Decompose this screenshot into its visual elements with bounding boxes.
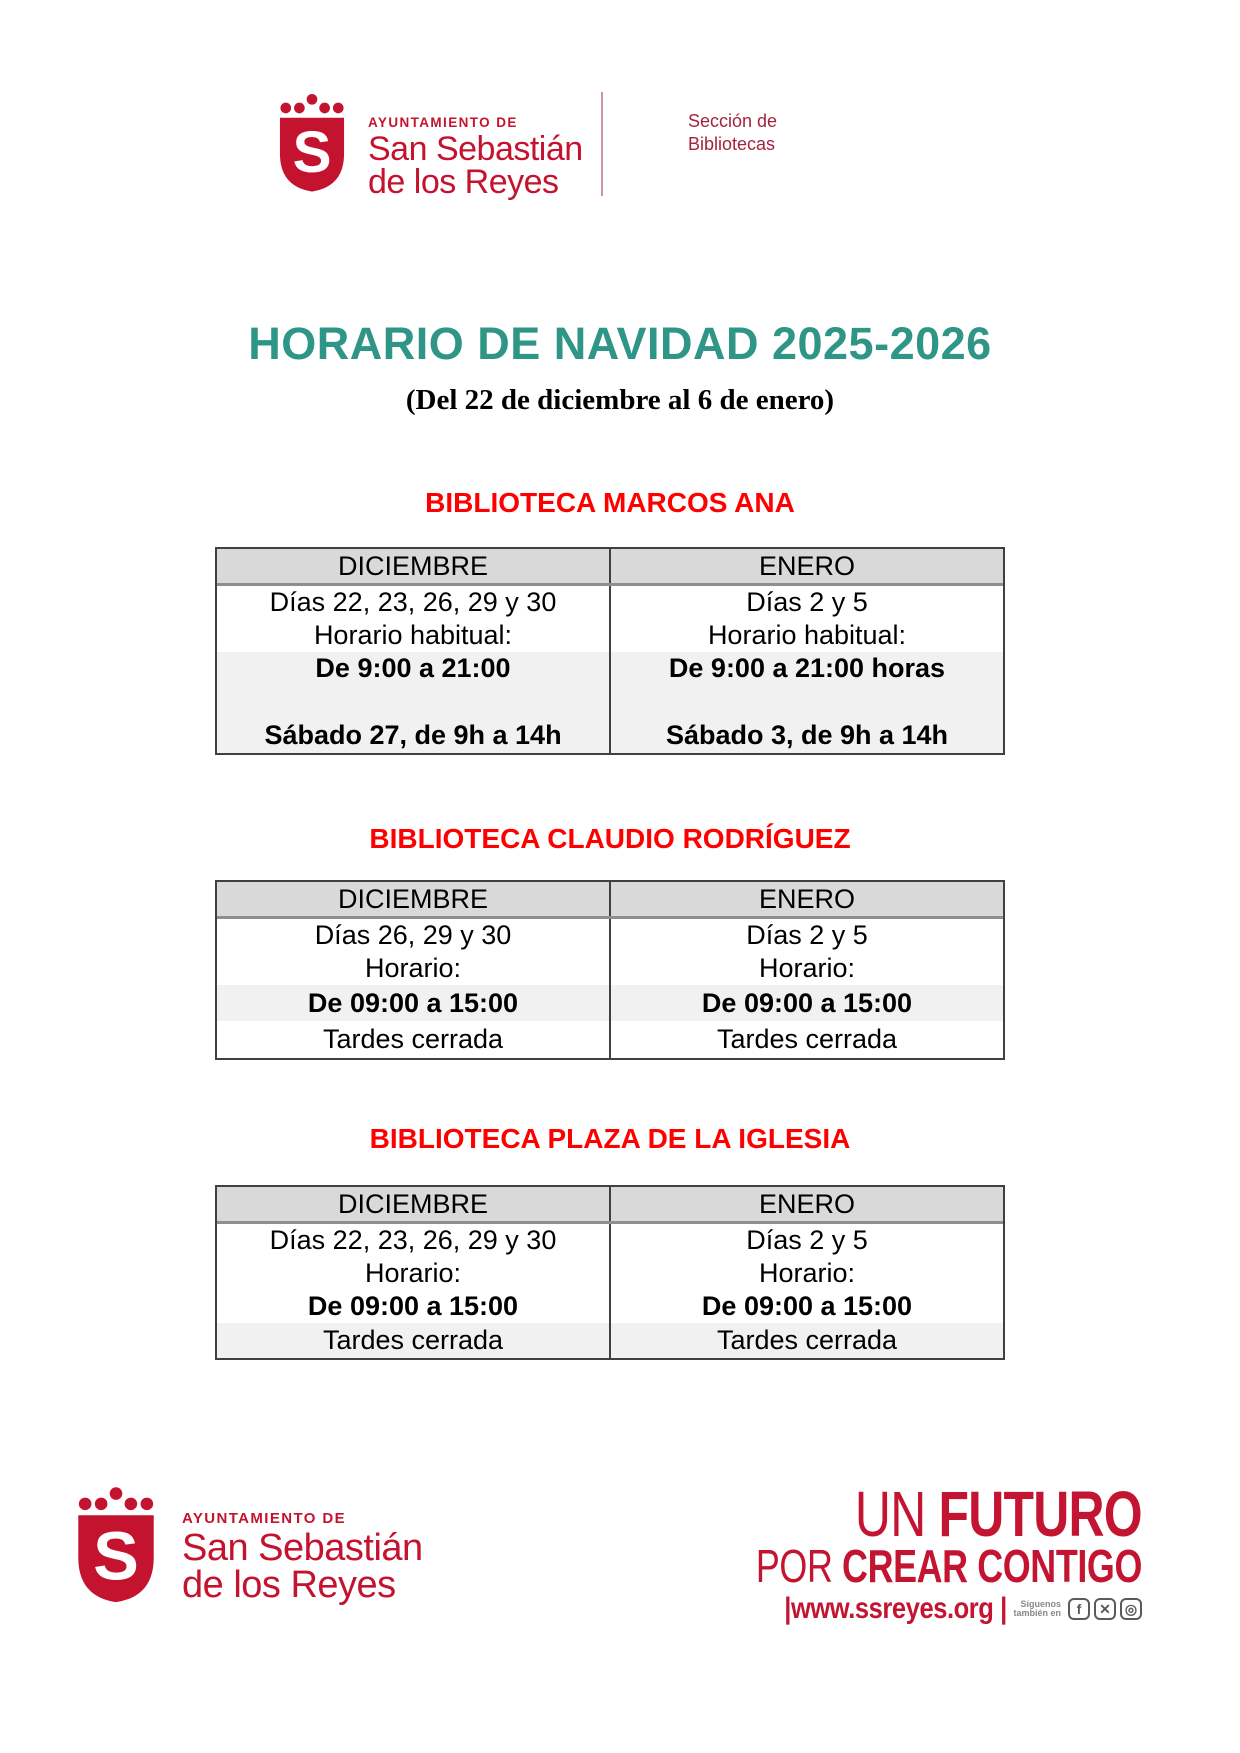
hours-text: De 09:00 a 15:00	[701, 1291, 913, 1321]
cell-enero	[611, 586, 1003, 652]
hours-text: De 09:00 a 15:00	[307, 988, 519, 1018]
table-header-row	[217, 882, 1003, 919]
schedule-label: Horario habitual:	[707, 620, 907, 650]
table-row	[217, 1021, 1003, 1058]
logo-city-name-line1: San Sebastián	[182, 1527, 423, 1569]
cell-enero	[611, 1224, 1003, 1323]
schedule-label: Horario:	[364, 1258, 462, 1288]
days-text: Días 26, 29 y 30	[314, 920, 512, 950]
tagline-crear-contigo: CREAR CONTIGO	[842, 1540, 1142, 1592]
svg-text:S: S	[93, 1517, 139, 1595]
section-heading-claudio-rodriguez: BIBLIOTECA CLAUDIO RODRÍGUEZ	[369, 823, 851, 854]
column-header-diciembre: DICIEMBRE	[217, 549, 611, 583]
cell-enero	[611, 652, 1003, 753]
saturday-hours-text: Sábado 3, de 9h a 14h	[665, 720, 949, 750]
instagram-icon: ◎	[1120, 1598, 1142, 1620]
logo-city-name-line2: de los Reyes	[368, 163, 559, 201]
column-header-enero: ENERO	[758, 1189, 856, 1219]
table-row	[217, 1323, 1003, 1358]
department-label	[688, 110, 777, 156]
tagline-un: UN	[855, 1478, 939, 1550]
cell-enero	[611, 1021, 1003, 1058]
schedule-table-claudio-rodriguez	[215, 880, 1005, 1060]
cell-enero	[611, 1323, 1003, 1358]
page-subtitle: (Del 22 de diciembre al 6 de enero)	[405, 384, 835, 416]
spacer	[611, 685, 1003, 719]
hours-text: De 09:00 a 15:00	[701, 988, 913, 1018]
schedule-label: Horario:	[758, 1258, 856, 1288]
schedule-label: Horario:	[758, 953, 856, 983]
spacer	[217, 685, 609, 719]
days-text: Días 2 y 5	[746, 1225, 868, 1255]
cell-enero	[611, 919, 1003, 985]
table-header-row	[217, 549, 1003, 586]
website-url: |www.ssreyes.org |	[783, 1592, 1007, 1625]
tagline-por: POR	[755, 1540, 843, 1592]
section-heading-plaza-iglesia: BIBLIOTECA PLAZA DE LA IGLESIA	[369, 1123, 851, 1154]
department-line1: Sección de	[688, 111, 778, 131]
table-row	[217, 652, 1003, 753]
city-shield-icon	[278, 93, 346, 193]
column-header-enero: ENERO	[758, 884, 856, 914]
column-header-diciembre: DICIEMBRE	[217, 1187, 611, 1221]
cell-diciembre	[217, 652, 611, 753]
header-divider	[601, 92, 603, 196]
cell-diciembre	[217, 1021, 611, 1058]
header-city-logo	[278, 93, 583, 199]
table-row	[217, 919, 1003, 985]
hours-text: De 9:00 a 21:00	[315, 653, 511, 683]
cell-diciembre	[217, 919, 611, 985]
closed-text: Tardes cerrada	[322, 1325, 504, 1355]
days-text: Días 22, 23, 26, 29 y 30	[269, 587, 557, 617]
days-text: Días 22, 23, 26, 29 y 30	[269, 1225, 557, 1255]
footer-city-logo	[76, 1486, 423, 1604]
x-icon: ✕	[1094, 1598, 1116, 1620]
table-row	[217, 985, 1003, 1021]
closed-text: Tardes cerrada	[716, 1325, 898, 1355]
hours-text: De 09:00 a 15:00	[307, 1291, 519, 1321]
table-row	[217, 586, 1003, 652]
cell-diciembre	[217, 586, 611, 652]
column-header-diciembre: DICIEMBRE	[217, 882, 611, 916]
hours-text: De 9:00 a 21:00 horas	[668, 653, 946, 683]
logo-city-name-line1: San Sebastián	[368, 130, 583, 168]
section-heading-marcos-ana: BIBLIOTECA MARCOS ANA	[425, 487, 795, 518]
table-row	[217, 1224, 1003, 1323]
tagline-futuro: FUTURO	[938, 1478, 1142, 1550]
page-title: HORARIO DE NAVIDAD 2025-2026	[248, 318, 992, 369]
cell-diciembre	[217, 985, 611, 1021]
social-icons	[1068, 1598, 1142, 1620]
logo-city-name-line2: de los Reyes	[182, 1564, 396, 1606]
table-header-row	[217, 1187, 1003, 1224]
cell-diciembre	[217, 1323, 611, 1358]
closed-text: Tardes cerrada	[322, 1024, 504, 1054]
cell-enero	[611, 985, 1003, 1021]
schedule-label: Horario:	[364, 953, 462, 983]
logo-ayuntamiento-label: AYUNTAMIENTO DE	[182, 1510, 347, 1527]
svg-text:S: S	[292, 120, 332, 186]
closed-text: Tardes cerrada	[716, 1024, 898, 1054]
schedule-table-marcos-ana	[215, 547, 1005, 755]
schedule-table-plaza-iglesia	[215, 1185, 1005, 1360]
facebook-icon: f	[1068, 1598, 1090, 1620]
days-text: Días 2 y 5	[746, 920, 868, 950]
city-shield-icon	[76, 1486, 156, 1604]
logo-ayuntamiento-label: AYUNTAMIENTO DE	[368, 115, 518, 130]
column-header-enero: ENERO	[758, 551, 856, 581]
schedule-label: Horario habitual:	[313, 620, 513, 650]
department-line2: Bibliotecas	[688, 134, 776, 154]
saturday-hours-text: Sábado 27, de 9h a 14h	[264, 720, 562, 750]
footer-tagline	[647, 1478, 1142, 1626]
follow-us-caption: Síguenos también en	[1013, 1599, 1061, 1618]
days-text: Días 2 y 5	[746, 587, 868, 617]
cell-diciembre	[217, 1224, 611, 1323]
